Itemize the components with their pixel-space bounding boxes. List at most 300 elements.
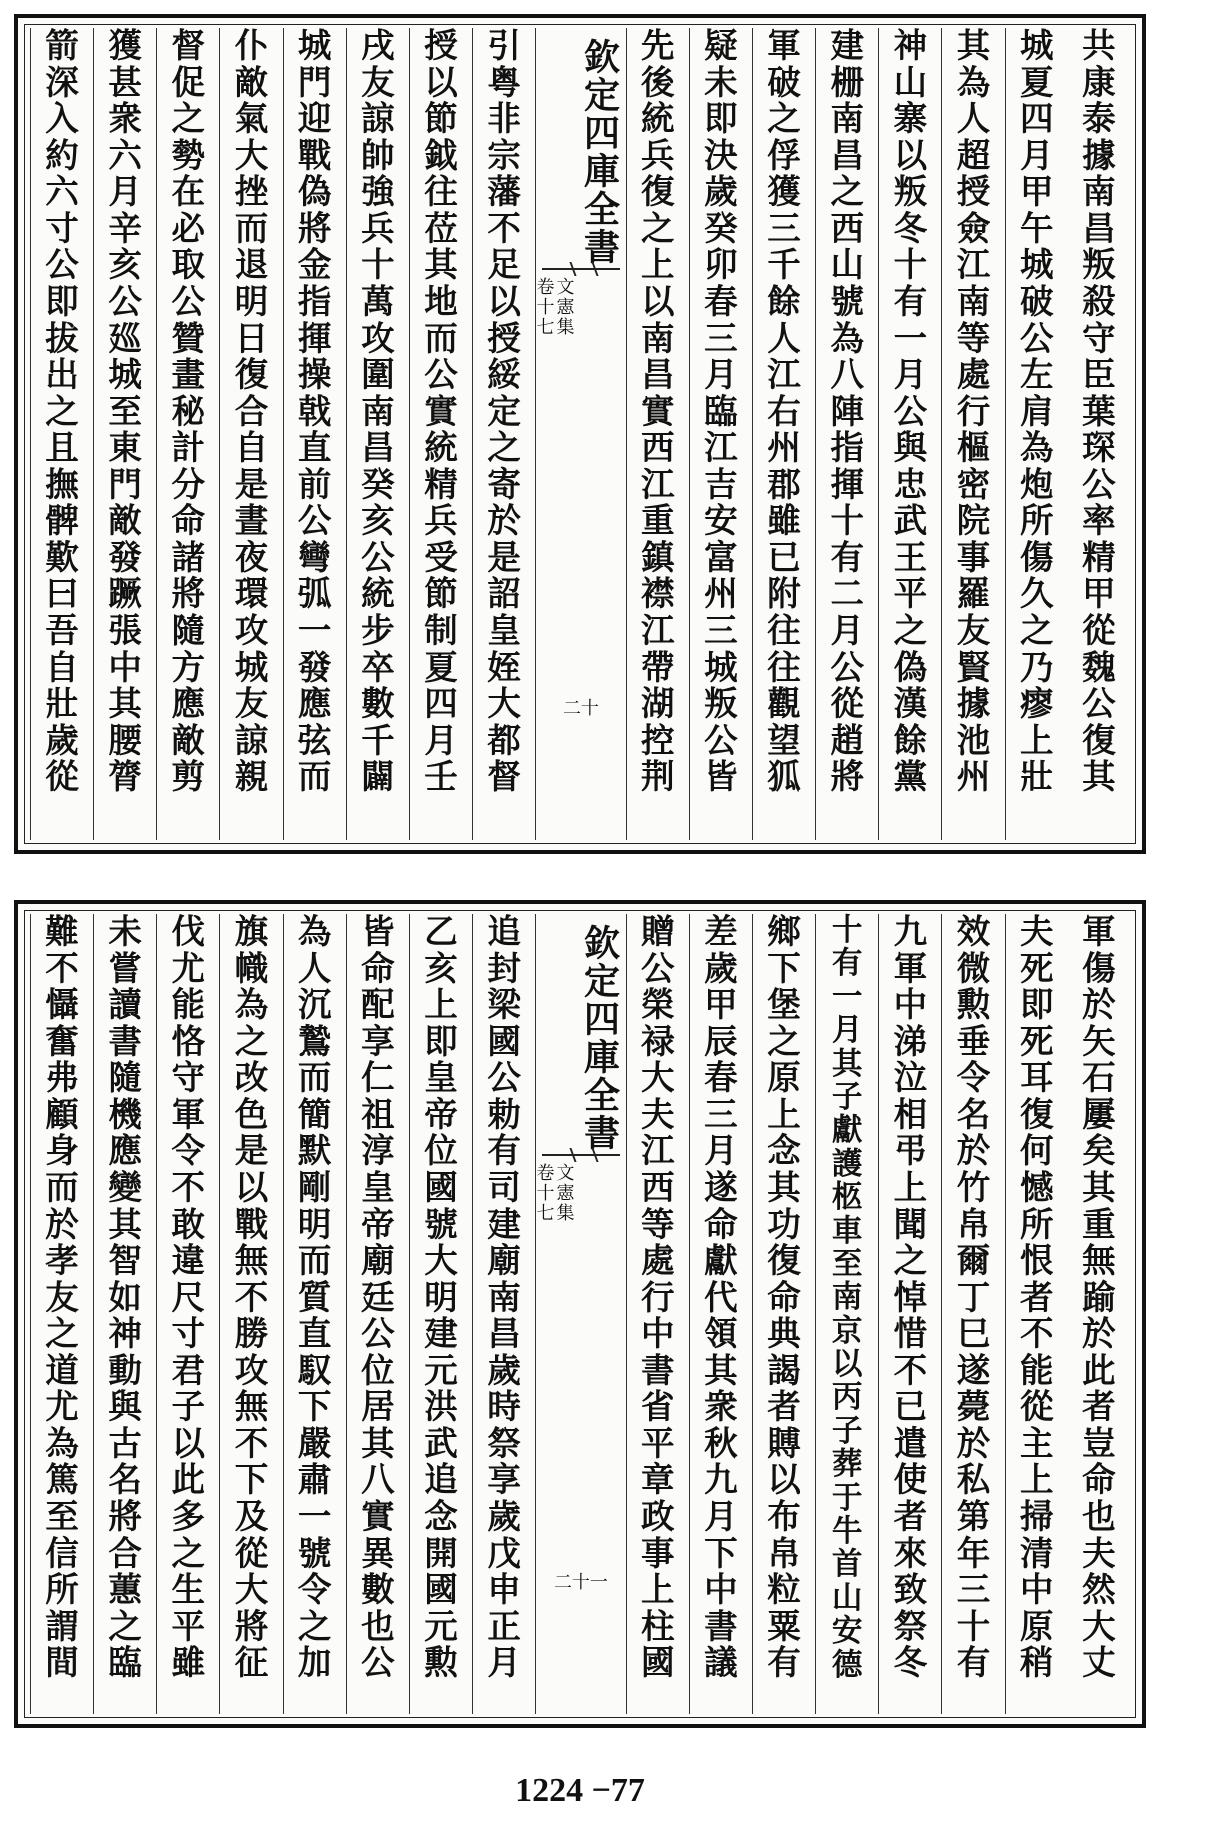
glyph: 月 <box>704 355 738 395</box>
glyph: 葬 <box>831 1446 863 1483</box>
glyph: 夫 <box>640 1094 675 1134</box>
glyph: 如 <box>108 1277 142 1317</box>
glyph: 子 <box>831 1412 863 1449</box>
glyph: 之 <box>640 208 675 248</box>
glyph: 昌 <box>1082 208 1116 248</box>
glyph: 彎 <box>297 537 332 577</box>
glyph: 于 <box>831 1479 863 1516</box>
glyph: 已 <box>767 537 801 577</box>
glyph: 典 <box>767 1314 801 1354</box>
glyph: 司 <box>487 1167 521 1207</box>
glyph: 非 <box>487 99 521 139</box>
volume-name: 卷 十 七 <box>536 1163 555 1224</box>
glyph: 戰 <box>234 1204 269 1244</box>
glyph: 省 <box>640 1387 675 1427</box>
glyph: 至 <box>831 1245 863 1282</box>
glyph: 人 <box>767 318 801 358</box>
glyph: 尺 <box>171 1277 206 1317</box>
glyph: 功 <box>767 1204 801 1244</box>
glyph: 八 <box>830 355 864 395</box>
text-column <box>472 28 535 840</box>
book-volume <box>536 1164 574 1714</box>
glyph: 遣 <box>893 1423 928 1463</box>
glyph: 征 <box>234 1643 269 1683</box>
glyph: 武 <box>424 1423 458 1463</box>
glyph: 軍 <box>1082 912 1116 951</box>
glyph: 午 <box>1019 208 1054 248</box>
glyph: 祖 <box>361 1094 395 1134</box>
glyph: 甲 <box>704 985 738 1025</box>
glyph: 環 <box>234 574 269 614</box>
glyph: 千 <box>767 245 801 285</box>
glyph: 獻 <box>704 1241 738 1281</box>
glyph: 望 <box>767 720 801 760</box>
glyph: 狐 <box>767 757 801 797</box>
glyph: 矣 <box>1082 1131 1116 1171</box>
glyph: 上 <box>1019 1460 1054 1500</box>
glyph: 顧 <box>45 1094 79 1134</box>
glyph: 憾 <box>1019 1167 1054 1207</box>
glyph: 奮 <box>45 1021 79 1061</box>
glyph: 千 <box>361 720 395 760</box>
glyph: 首 <box>831 1546 863 1583</box>
glyph: 月 <box>1019 135 1054 175</box>
glyph: 寸 <box>171 1314 206 1354</box>
glyph: 破 <box>1019 281 1054 321</box>
glyph: 即 <box>704 99 738 139</box>
glyph: 卒 <box>361 647 395 687</box>
glyph: 遂 <box>704 1167 738 1207</box>
glyph: 贈 <box>640 912 675 951</box>
glyph: 精 <box>1082 537 1116 577</box>
glyph: 為 <box>45 1423 79 1463</box>
glyph: 隨 <box>171 611 206 650</box>
glyph: 垂 <box>956 1021 991 1061</box>
glyph: 昌 <box>830 135 864 175</box>
glyph: 重 <box>640 501 675 541</box>
glyph: 等 <box>956 318 991 358</box>
glyph: 行 <box>640 1277 675 1317</box>
glyph: 無 <box>234 1387 269 1427</box>
glyph: 改 <box>234 1058 269 1098</box>
glyph: 動 <box>108 1350 142 1390</box>
glyph: 時 <box>487 1387 521 1427</box>
glyph: 主 <box>1019 1423 1054 1463</box>
glyph: 其 <box>424 245 458 285</box>
glyph: 拔 <box>45 318 79 358</box>
glyph: 夫 <box>1019 912 1054 951</box>
text-column <box>219 28 282 840</box>
glyph: 皆 <box>704 757 738 797</box>
text-column <box>93 28 156 840</box>
glyph: 不 <box>45 948 79 988</box>
glyph: 東 <box>108 428 142 468</box>
glyph: 廟 <box>487 1241 521 1281</box>
glyph: 色 <box>234 1094 269 1134</box>
glyph: 原 <box>767 1058 801 1098</box>
glyph: 密 <box>956 464 991 504</box>
glyph: 破 <box>767 62 801 102</box>
glyph: 其 <box>108 1204 142 1244</box>
glyph: 城 <box>234 647 269 687</box>
glyph: 遂 <box>956 1350 991 1390</box>
glyph: 堡 <box>767 985 801 1025</box>
glyph: 粟 <box>767 1606 801 1646</box>
glyph: 壯 <box>45 684 79 724</box>
glyph: 久 <box>1019 574 1054 614</box>
glyph: 梁 <box>487 985 521 1025</box>
glyph: 皇 <box>361 1167 395 1207</box>
glyph: 日 <box>234 318 269 358</box>
glyph: 帝 <box>361 1204 395 1244</box>
glyph: 其 <box>767 1167 801 1207</box>
glyph: 指 <box>830 428 864 468</box>
glyph: 南 <box>640 318 675 358</box>
glyph: 一 <box>297 1497 332 1536</box>
text-column <box>156 28 219 840</box>
glyph: 祭 <box>893 1606 928 1646</box>
glyph: 西 <box>830 208 864 248</box>
glyph: 從 <box>234 1533 269 1573</box>
text-column <box>30 914 93 1714</box>
glyph: 粤 <box>487 62 521 102</box>
glyph: 建 <box>830 26 864 65</box>
glyph: 發 <box>108 537 142 577</box>
page-number: 1224 −77 <box>515 1772 645 1809</box>
glyph: 授 <box>487 318 521 358</box>
glyph: 寄 <box>487 464 521 504</box>
glyph: 私 <box>956 1460 991 1500</box>
glyph: 臨 <box>704 391 738 431</box>
glyph: 名 <box>956 1094 991 1134</box>
text-column <box>752 28 815 840</box>
glyph: 敢 <box>171 1204 206 1244</box>
glyph: 將 <box>108 1497 142 1536</box>
glyph: 康 <box>1082 62 1116 102</box>
glyph: 友 <box>234 684 269 724</box>
glyph: 神 <box>893 26 928 65</box>
glyph: 差 <box>704 912 738 951</box>
glyph: 德 <box>831 1646 863 1683</box>
volume-name: 卷 十 七 <box>536 277 555 338</box>
glyph: 相 <box>893 1094 928 1134</box>
glyph: 亥 <box>361 501 395 541</box>
glyph: 此 <box>1082 1350 1116 1390</box>
glyph: 昌 <box>361 428 395 468</box>
glyph: 上 <box>640 1570 675 1610</box>
glyph: 護 <box>831 1145 863 1182</box>
glyph: 都 <box>487 720 521 760</box>
glyph: 讀 <box>108 985 142 1025</box>
glyph: 甚 <box>108 62 142 102</box>
glyph: 聞 <box>893 1204 928 1244</box>
glyph: 六 <box>108 135 142 175</box>
glyph: 吾 <box>45 611 79 650</box>
glyph: 撫 <box>45 464 79 504</box>
glyph: 一 <box>831 978 863 1015</box>
glyph: 牛 <box>831 1513 863 1550</box>
glyph: 復 <box>640 172 675 212</box>
glyph: 公 <box>361 537 395 577</box>
glyph: 共 <box>1082 26 1116 65</box>
glyph: 恪 <box>171 1021 206 1061</box>
glyph: 公 <box>704 720 738 760</box>
glyph: 變 <box>108 1167 142 1207</box>
glyph: 孝 <box>45 1241 79 1281</box>
glyph: 城 <box>297 26 332 65</box>
glyph: 廷 <box>361 1277 395 1317</box>
glyph: 樞 <box>956 428 991 468</box>
glyph: 超 <box>956 135 991 175</box>
glyph: 處 <box>956 355 991 395</box>
glyph: 南 <box>830 99 864 139</box>
glyph: 爾 <box>956 1241 991 1281</box>
glyph: 命 <box>704 1204 738 1244</box>
glyph: 命 <box>1082 1460 1116 1500</box>
glyph: 沉 <box>297 985 332 1025</box>
glyph: 精 <box>424 464 458 504</box>
text-column <box>815 914 878 1714</box>
glyph: 命 <box>361 948 395 988</box>
glyph: 公 <box>893 391 928 431</box>
text-column <box>346 28 409 840</box>
glyph: 勲 <box>424 1643 458 1683</box>
glyph: 強 <box>361 172 395 212</box>
glyph: 州 <box>704 574 738 614</box>
glyph: 月 <box>831 1012 863 1049</box>
glyph: 膂 <box>108 757 142 797</box>
glyph: 從 <box>1019 1387 1054 1427</box>
glyph: 南 <box>361 391 395 431</box>
glyph: 受 <box>424 537 458 577</box>
glyph: 歲 <box>704 948 738 988</box>
glyph: 地 <box>424 281 458 321</box>
glyph: 勅 <box>487 1094 521 1134</box>
glyph: 諒 <box>361 99 395 139</box>
glyph: 明 <box>424 1277 458 1317</box>
glyph: 實 <box>424 391 458 431</box>
glyph: 從 <box>45 757 79 797</box>
text-column <box>1068 914 1130 1714</box>
glyph: 揮 <box>830 464 864 504</box>
glyph: 伐 <box>171 912 206 951</box>
glyph: 丈 <box>1082 1643 1116 1683</box>
glyph: 將 <box>297 208 332 248</box>
glyph: 數 <box>361 1570 395 1610</box>
glyph: 自 <box>234 428 269 468</box>
text-column <box>626 914 689 1714</box>
glyph: 贊 <box>171 318 206 358</box>
glyph: 右 <box>767 391 801 431</box>
glyph: 也 <box>1082 1497 1116 1536</box>
glyph: 多 <box>171 1497 206 1536</box>
glyph: 正 <box>487 1606 521 1646</box>
glyph: 號 <box>297 1533 332 1573</box>
glyph: 之 <box>171 1533 206 1573</box>
glyph: 昌 <box>487 1314 521 1354</box>
glyph: 令 <box>171 1131 206 1171</box>
glyph: 夜 <box>234 537 269 577</box>
glyph: 月 <box>424 720 458 760</box>
glyph: 公 <box>1019 318 1054 358</box>
glyph: 鄉 <box>767 912 801 951</box>
glyph: 武 <box>893 501 928 541</box>
glyph: 琛 <box>1082 428 1116 468</box>
glyph: 下 <box>704 1533 738 1573</box>
glyph: 張 <box>108 611 142 650</box>
glyph: 乙 <box>424 912 458 951</box>
glyph: 先 <box>640 26 675 65</box>
glyph: 守 <box>1082 318 1116 358</box>
glyph: 公 <box>297 501 332 541</box>
glyph: 春 <box>704 281 738 321</box>
glyph: 督 <box>487 757 521 797</box>
glyph: 鷙 <box>297 1021 332 1061</box>
glyph: 曰 <box>45 574 79 614</box>
glyph: 然 <box>1082 1570 1116 1610</box>
glyph: 享 <box>361 1021 395 1061</box>
glyph: 於 <box>956 1423 991 1463</box>
glyph: 合 <box>108 1533 142 1573</box>
glyph: 有 <box>956 1643 991 1683</box>
text-columns <box>30 914 1130 1714</box>
glyph: 入 <box>45 99 79 139</box>
glyph: 前 <box>297 464 332 504</box>
glyph: 栅 <box>830 62 864 102</box>
glyph: 以 <box>893 135 928 175</box>
glyph: 勝 <box>234 1314 269 1354</box>
glyph: 書 <box>640 1350 675 1390</box>
glyph: 令 <box>956 1058 991 1098</box>
glyph: 冬 <box>893 1643 928 1683</box>
glyph: 富 <box>704 537 738 577</box>
glyph: 古 <box>108 1423 142 1463</box>
glyph: 國 <box>640 1643 675 1683</box>
glyph: 下 <box>767 948 801 988</box>
glyph: 無 <box>1082 1241 1116 1281</box>
glyph: 制 <box>424 611 458 650</box>
glyph: 辛 <box>108 208 142 248</box>
glyph: 剪 <box>171 757 206 797</box>
glyph: 配 <box>361 985 395 1025</box>
glyph: 圍 <box>361 355 395 395</box>
glyph: 有 <box>893 281 928 321</box>
folio-number: 二十 <box>562 698 599 719</box>
glyph: 江 <box>640 611 675 650</box>
glyph: 書 <box>108 1021 142 1061</box>
glyph: 嘗 <box>108 948 142 988</box>
glyph: 羅 <box>956 574 991 614</box>
glyph: 政 <box>640 1497 675 1536</box>
text-column <box>93 914 156 1714</box>
glyph: 實 <box>640 391 675 431</box>
glyph: 而 <box>45 1167 79 1207</box>
glyph: 迎 <box>297 99 332 139</box>
glyph: 為 <box>297 912 332 951</box>
glyph: 涕 <box>893 1021 928 1061</box>
glyph: 臣 <box>1082 355 1116 395</box>
glyph: 辰 <box>704 1021 738 1061</box>
glyph: 襟 <box>640 574 675 614</box>
glyph: 而 <box>297 1241 332 1281</box>
glyph: 洪 <box>424 1387 458 1427</box>
glyph: 獲 <box>767 172 801 212</box>
glyph: 公 <box>640 948 675 988</box>
glyph: 異 <box>361 1533 395 1573</box>
glyph: 數 <box>361 684 395 724</box>
glyph: 國 <box>424 1570 458 1610</box>
glyph: 操 <box>297 355 332 395</box>
glyph: 江 <box>767 355 801 395</box>
glyph: 之 <box>108 1606 142 1646</box>
glyph: 旗 <box>234 912 269 951</box>
glyph: 親 <box>234 757 269 797</box>
glyph: 衆 <box>108 99 142 139</box>
glyph: 處 <box>640 1241 675 1281</box>
collection-title: 欽定四庫全書 <box>578 924 621 1152</box>
glyph: 稍 <box>1019 1643 1054 1683</box>
glyph: 姪 <box>487 647 521 687</box>
glyph: 與 <box>893 428 928 468</box>
glyph: 子 <box>171 1387 206 1427</box>
glyph: 柩 <box>831 1179 863 1216</box>
glyph: 忠 <box>893 464 928 504</box>
glyph: 戌 <box>361 26 395 65</box>
glyph: 屢 <box>1082 1094 1116 1134</box>
glyph: 國 <box>424 1167 458 1207</box>
glyph: 至 <box>108 391 142 431</box>
glyph: 丁 <box>956 1277 991 1317</box>
glyph: 悼 <box>893 1277 928 1317</box>
glyph: 其 <box>956 26 991 65</box>
glyph: 安 <box>704 501 738 541</box>
glyph: 魏 <box>1082 647 1116 687</box>
glyph: 上 <box>893 1167 928 1207</box>
glyph: 勲 <box>956 985 991 1025</box>
glyph: 十 <box>893 245 928 285</box>
glyph: 是 <box>487 537 521 577</box>
glyph: 號 <box>830 281 864 321</box>
glyph: 叛 <box>1082 245 1116 285</box>
glyph: 中 <box>640 1314 675 1354</box>
glyph: 中 <box>108 647 142 687</box>
glyph: 約 <box>45 135 79 175</box>
glyph: 揮 <box>297 318 332 358</box>
glyph: 山 <box>830 245 864 285</box>
glyph: 明 <box>234 281 269 321</box>
glyph: 矢 <box>1082 1021 1116 1061</box>
glyph: 智 <box>108 1241 142 1281</box>
glyph: 仆 <box>234 26 269 65</box>
glyph: 之 <box>45 1314 79 1354</box>
glyph: 祭 <box>487 1423 521 1463</box>
glyph: 敵 <box>234 62 269 102</box>
glyph: 九 <box>893 912 928 951</box>
text-column <box>30 28 93 840</box>
glyph: 城 <box>1019 26 1054 65</box>
book-volume <box>536 278 574 840</box>
glyph: 昌 <box>640 355 675 395</box>
glyph: 所 <box>45 1570 79 1610</box>
glyph: 元 <box>424 1606 458 1646</box>
glyph: 惜 <box>893 1314 928 1354</box>
glyph: 不 <box>234 1423 269 1463</box>
glyph: 難 <box>45 912 79 951</box>
glyph: 之 <box>45 391 79 431</box>
glyph: 而 <box>297 1058 332 1098</box>
glyph: 州 <box>956 757 991 797</box>
glyph: 來 <box>893 1533 928 1573</box>
